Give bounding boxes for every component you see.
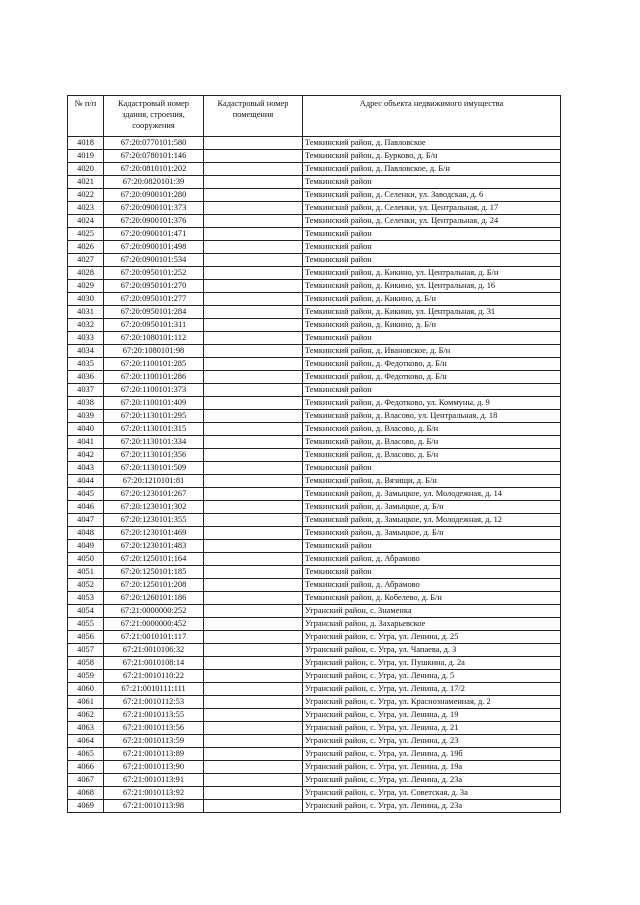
cadastral-number: 67:20:1230101:469 (104, 527, 204, 540)
table-row (68, 592, 561, 605)
object-address: Темкинский район, д. Власово, д. Б/н (303, 449, 561, 462)
table-row (68, 540, 561, 553)
room-cadastral-number (204, 800, 303, 813)
table-row (68, 501, 561, 514)
table-row (68, 449, 561, 462)
row-number: 4048 (68, 527, 104, 540)
object-address: Темкинский район, д. Власово, ул. Центральная, д. 18 (303, 410, 561, 423)
cadastral-number: 67:21:0010108:14 (104, 657, 204, 670)
row-number: 4047 (68, 514, 104, 527)
object-address: Темкинский район, д. Бурково, д. Б/н (303, 150, 561, 163)
cadastral-number: 67:21:0010113:98 (104, 800, 204, 813)
cadastral-number: 67:21:0010113:56 (104, 722, 204, 735)
object-address: Угранский район, с. Угра, ул. Советская, д. 3а (303, 787, 561, 800)
cadastral-number: 67:21:0010106:32 (104, 644, 204, 657)
room-cadastral-number (204, 631, 303, 644)
object-address: Темкинский район, д. Кикино, д. Б/н (303, 293, 561, 306)
cadastral-number: 67:21:0000000:452 (104, 618, 204, 631)
room-cadastral-number (204, 735, 303, 748)
row-number: 4019 (68, 150, 104, 163)
row-number: 4027 (68, 254, 104, 267)
row-number: 4036 (68, 371, 104, 384)
room-cadastral-number (204, 592, 303, 605)
table-row (68, 371, 561, 384)
object-address: Темкинский район, д. Абрамово (303, 579, 561, 592)
room-cadastral-number (204, 579, 303, 592)
cadastral-number: 67:21:0010111:111 (104, 683, 204, 696)
cadastral-number: 67:20:0900101:498 (104, 241, 204, 254)
table-row (68, 605, 561, 618)
row-number: 4059 (68, 670, 104, 683)
cadastral-number: 67:20:1130101:356 (104, 449, 204, 462)
row-number: 4067 (68, 774, 104, 787)
cadastral-number: 67:20:0770101:580 (104, 137, 204, 150)
cadastral-number: 67:20:0900101:280 (104, 189, 204, 202)
object-address: Темкинский район, д. Кобелево, д. Б/н (303, 592, 561, 605)
object-address: Угранский район, с. Угра, ул. Пушкина, д. 2а (303, 657, 561, 670)
room-cadastral-number (204, 410, 303, 423)
header-cadastral-building: Кадастровый номер здания, строения, сооружения (104, 96, 204, 137)
room-cadastral-number (204, 306, 303, 319)
row-number: 4032 (68, 319, 104, 332)
object-address: Угранский район, с. Знаменка (303, 605, 561, 618)
cadastral-number: 67:20:0810101:202 (104, 163, 204, 176)
row-number: 4049 (68, 540, 104, 553)
cadastral-number: 67:20:1230101:302 (104, 501, 204, 514)
object-address: Темкинский район, д. Ивановское, д. Б/н (303, 345, 561, 358)
table-row (68, 514, 561, 527)
room-cadastral-number (204, 176, 303, 189)
table-row (68, 709, 561, 722)
table-row (68, 137, 561, 150)
row-number: 4058 (68, 657, 104, 670)
header-number: № п/п (68, 96, 104, 137)
cadastral-number: 67:20:0950101:252 (104, 267, 204, 280)
cadastral-number: 67:20:1210101:81 (104, 475, 204, 488)
object-address: Угранский район, с. Угра, ул. Ленина, д. 19 (303, 709, 561, 722)
registry-sheet (67, 95, 561, 813)
cadastral-number: 67:20:1130101:334 (104, 436, 204, 449)
table-row (68, 410, 561, 423)
row-number: 4042 (68, 449, 104, 462)
table-row (68, 735, 561, 748)
cadastral-number: 67:20:1100101:286 (104, 371, 204, 384)
table-row (68, 397, 561, 410)
row-number: 4061 (68, 696, 104, 709)
table-row (68, 345, 561, 358)
row-number: 4045 (68, 488, 104, 501)
row-number: 4066 (68, 761, 104, 774)
room-cadastral-number (204, 293, 303, 306)
object-address: Темкинский район, д. Власово, д. Б/н (303, 423, 561, 436)
object-address: Темкинский район (303, 384, 561, 397)
table-row (68, 306, 561, 319)
table-row (68, 527, 561, 540)
object-address: Темкинский район (303, 228, 561, 241)
row-number: 4038 (68, 397, 104, 410)
row-number: 4029 (68, 280, 104, 293)
row-number: 4063 (68, 722, 104, 735)
table-row (68, 475, 561, 488)
row-number: 4044 (68, 475, 104, 488)
room-cadastral-number (204, 137, 303, 150)
row-number: 4065 (68, 748, 104, 761)
row-number: 4034 (68, 345, 104, 358)
table-row (68, 176, 561, 189)
row-number: 4052 (68, 579, 104, 592)
room-cadastral-number (204, 423, 303, 436)
cadastral-number: 67:21:0010113:90 (104, 761, 204, 774)
row-number: 4064 (68, 735, 104, 748)
object-address: Темкинский район, д. Селенки, ул. Заводская, д. 6 (303, 189, 561, 202)
row-number: 4022 (68, 189, 104, 202)
room-cadastral-number (204, 644, 303, 657)
table-row (68, 644, 561, 657)
room-cadastral-number (204, 397, 303, 410)
cadastral-number: 67:20:0820101:39 (104, 176, 204, 189)
room-cadastral-number (204, 254, 303, 267)
row-number: 4035 (68, 358, 104, 371)
room-cadastral-number (204, 683, 303, 696)
room-cadastral-number (204, 462, 303, 475)
row-number: 4018 (68, 137, 104, 150)
object-address: Темкинский район (303, 176, 561, 189)
room-cadastral-number (204, 241, 303, 254)
room-cadastral-number (204, 163, 303, 176)
table-row (68, 748, 561, 761)
room-cadastral-number (204, 228, 303, 241)
object-address: Угранский район, с. Угра, ул. Ленина, д. 19б (303, 748, 561, 761)
cadastral-number: 67:20:1130101:509 (104, 462, 204, 475)
cadastral-number: 67:21:0010110:22 (104, 670, 204, 683)
object-address: Темкинский район (303, 540, 561, 553)
object-address: Темкинский район, д. Кикино, ул. Центральная, д. 16 (303, 280, 561, 293)
table-row (68, 228, 561, 241)
row-number: 4024 (68, 215, 104, 228)
row-number: 4028 (68, 267, 104, 280)
table-row (68, 462, 561, 475)
room-cadastral-number (204, 748, 303, 761)
table-row (68, 267, 561, 280)
row-number: 4025 (68, 228, 104, 241)
cadastral-number: 67:20:0900101:376 (104, 215, 204, 228)
header-cadastral-room: Кадастровый номер помещения (204, 96, 303, 137)
object-address: Темкинский район, д. Федотково, д. Б/н (303, 358, 561, 371)
room-cadastral-number (204, 670, 303, 683)
table-row (68, 488, 561, 501)
row-number: 4057 (68, 644, 104, 657)
table-row (68, 293, 561, 306)
cadastral-number: 67:20:1080101:98 (104, 345, 204, 358)
row-number: 4054 (68, 605, 104, 618)
row-number: 4043 (68, 462, 104, 475)
row-number: 4030 (68, 293, 104, 306)
property-table (67, 95, 561, 813)
table-row (68, 553, 561, 566)
room-cadastral-number (204, 384, 303, 397)
room-cadastral-number (204, 540, 303, 553)
table-row (68, 761, 561, 774)
room-cadastral-number (204, 761, 303, 774)
room-cadastral-number (204, 501, 303, 514)
room-cadastral-number (204, 787, 303, 800)
row-number: 4062 (68, 709, 104, 722)
row-number: 4069 (68, 800, 104, 813)
room-cadastral-number (204, 358, 303, 371)
room-cadastral-number (204, 332, 303, 345)
table-row (68, 280, 561, 293)
table-row (68, 189, 561, 202)
table-row (68, 722, 561, 735)
cadastral-number: 67:20:1080101:112 (104, 332, 204, 345)
cadastral-number: 67:20:1260101:186 (104, 592, 204, 605)
room-cadastral-number (204, 722, 303, 735)
room-cadastral-number (204, 150, 303, 163)
room-cadastral-number (204, 709, 303, 722)
table-row (68, 358, 561, 371)
table-row (68, 436, 561, 449)
row-number: 4020 (68, 163, 104, 176)
room-cadastral-number (204, 449, 303, 462)
cadastral-number: 67:21:0010113:59 (104, 735, 204, 748)
cadastral-number: 67:20:1250101:164 (104, 553, 204, 566)
cadastral-number: 67:20:0900101:534 (104, 254, 204, 267)
room-cadastral-number (204, 371, 303, 384)
room-cadastral-number (204, 553, 303, 566)
object-address: Темкинский район, д. Кикино, д. Б/н (303, 319, 561, 332)
row-number: 4056 (68, 631, 104, 644)
table-row (68, 384, 561, 397)
table-header-row (68, 96, 561, 137)
object-address: Угранский район, с. Угра, ул. Краснознаменная, д. 2 (303, 696, 561, 709)
cadastral-number: 67:20:1130101:315 (104, 423, 204, 436)
header-address: Адрес объекта недвижимого имущества (303, 96, 561, 137)
table-row (68, 241, 561, 254)
cadastral-number: 67:21:0010112:53 (104, 696, 204, 709)
table-row (68, 579, 561, 592)
object-address: Угранский район, с. Угра, ул. Ленина, д. 23а (303, 800, 561, 813)
table-row (68, 319, 561, 332)
row-number: 4023 (68, 202, 104, 215)
object-address: Темкинский район, д. Федотково, ул. Коммуны, д. 9 (303, 397, 561, 410)
room-cadastral-number (204, 345, 303, 358)
cadastral-number: 67:21:0000000:252 (104, 605, 204, 618)
object-address: Угранский район, с. Угра, ул. Ленина, д. 23а (303, 774, 561, 787)
row-number: 4021 (68, 176, 104, 189)
room-cadastral-number (204, 280, 303, 293)
row-number: 4053 (68, 592, 104, 605)
table-row (68, 163, 561, 176)
table-row (68, 423, 561, 436)
object-address: Темкинский район (303, 462, 561, 475)
cadastral-number: 67:20:1230101:355 (104, 514, 204, 527)
table-row (68, 774, 561, 787)
table-row (68, 150, 561, 163)
object-address: Темкинский район, д. Селенки, ул. Центральная, д. 17 (303, 202, 561, 215)
object-address: Темкинский район, д. Кикино, ул. Центральная, д. 31 (303, 306, 561, 319)
row-number: 4039 (68, 410, 104, 423)
cadastral-number: 67:20:0900101:373 (104, 202, 204, 215)
cadastral-number: 67:21:0010101:117 (104, 631, 204, 644)
table-row (68, 800, 561, 813)
cadastral-number: 67:20:1100101:285 (104, 358, 204, 371)
object-address: Темкинский район (303, 566, 561, 579)
object-address: Угранский район, с. Угра, ул. Ленина, д. 23 (303, 735, 561, 748)
row-number: 4033 (68, 332, 104, 345)
object-address: Темкинский район (303, 332, 561, 345)
object-address: Темкинский район, д. Кикино, ул. Центральная, д. Б/н (303, 267, 561, 280)
table-row (68, 631, 561, 644)
row-number: 4041 (68, 436, 104, 449)
cadastral-number: 67:21:0010113:91 (104, 774, 204, 787)
table-row (68, 787, 561, 800)
table-body (68, 137, 561, 813)
object-address: Темкинский район, д. Павловское (303, 137, 561, 150)
room-cadastral-number (204, 605, 303, 618)
room-cadastral-number (204, 319, 303, 332)
cadastral-number: 67:20:1250101:208 (104, 579, 204, 592)
cadastral-number: 67:20:1230101:483 (104, 540, 204, 553)
table-row (68, 683, 561, 696)
cadastral-number: 67:21:0010113:89 (104, 748, 204, 761)
table-row (68, 696, 561, 709)
cadastral-number: 67:20:1100101:409 (104, 397, 204, 410)
cadastral-number: 67:21:0010113:55 (104, 709, 204, 722)
cadastral-number: 67:20:1250101:185 (104, 566, 204, 579)
room-cadastral-number (204, 566, 303, 579)
object-address: Угранский район, с. Угра, ул. Ленина, д. 5 (303, 670, 561, 683)
object-address: Угранский район, с. Угра, ул. Ленина, д. 25 (303, 631, 561, 644)
object-address: Темкинский район, д. Замыцкое, д. Б/н (303, 501, 561, 514)
room-cadastral-number (204, 475, 303, 488)
table-row (68, 332, 561, 345)
room-cadastral-number (204, 267, 303, 280)
object-address: Темкинский район, д. Замыцкое, д. Б/н (303, 527, 561, 540)
row-number: 4060 (68, 683, 104, 696)
object-address: Темкинский район, д. Абрамово (303, 553, 561, 566)
object-address: Угранский район, с. Угра, ул. Ленина, д. 21 (303, 722, 561, 735)
cadastral-number: 67:20:0950101:270 (104, 280, 204, 293)
table-row (68, 670, 561, 683)
row-number: 4050 (68, 553, 104, 566)
room-cadastral-number (204, 514, 303, 527)
cadastral-number: 67:20:1230101:267 (104, 488, 204, 501)
row-number: 4037 (68, 384, 104, 397)
cadastral-number: 67:20:0780101:146 (104, 150, 204, 163)
room-cadastral-number (204, 527, 303, 540)
row-number: 4068 (68, 787, 104, 800)
table-row (68, 202, 561, 215)
object-address: Темкинский район (303, 241, 561, 254)
row-number: 4040 (68, 423, 104, 436)
table-row (68, 566, 561, 579)
room-cadastral-number (204, 215, 303, 228)
row-number: 4026 (68, 241, 104, 254)
room-cadastral-number (204, 202, 303, 215)
room-cadastral-number (204, 436, 303, 449)
object-address: Темкинский район, д. Федотково, д. Б/н (303, 371, 561, 384)
object-address: Темкинский район, д. Замыцкое, ул. Молодежная, д. 14 (303, 488, 561, 501)
cadastral-number: 67:20:0900101:471 (104, 228, 204, 241)
cadastral-number: 67:20:0950101:284 (104, 306, 204, 319)
table-row (68, 215, 561, 228)
room-cadastral-number (204, 696, 303, 709)
cadastral-number: 67:20:0950101:277 (104, 293, 204, 306)
cadastral-number: 67:20:0950101:311 (104, 319, 204, 332)
object-address: Угранский район, д. Захарьевское (303, 618, 561, 631)
room-cadastral-number (204, 618, 303, 631)
table-row (68, 657, 561, 670)
table-row (68, 254, 561, 267)
table-row (68, 618, 561, 631)
object-address: Угранский район, с. Угра, ул. Ленина, д. 19а (303, 761, 561, 774)
object-address: Угранский район, с. Угра, ул. Чапаева, д. 3 (303, 644, 561, 657)
room-cadastral-number (204, 774, 303, 787)
object-address: Темкинский район, д. Селенки, ул. Центральная, д. 24 (303, 215, 561, 228)
object-address: Угранский район, с. Угра, ул. Ленина, д. 17/2 (303, 683, 561, 696)
room-cadastral-number (204, 488, 303, 501)
row-number: 4051 (68, 566, 104, 579)
object-address: Темкинский район, д. Павловское, д. Б/н (303, 163, 561, 176)
cadastral-number: 67:20:1100101:373 (104, 384, 204, 397)
object-address: Темкинский район, д. Власово, д. Б/н (303, 436, 561, 449)
object-address: Темкинский район, д. Вязищи, д. Б/н (303, 475, 561, 488)
cadastral-number: 67:21:0010113:92 (104, 787, 204, 800)
room-cadastral-number (204, 657, 303, 670)
row-number: 4055 (68, 618, 104, 631)
room-cadastral-number (204, 189, 303, 202)
object-address: Темкинский район, д. Замыцкое, ул. Молодежная, д. 12 (303, 514, 561, 527)
object-address: Темкинский район (303, 254, 561, 267)
row-number: 4046 (68, 501, 104, 514)
row-number: 4031 (68, 306, 104, 319)
cadastral-number: 67:20:1130101:295 (104, 410, 204, 423)
